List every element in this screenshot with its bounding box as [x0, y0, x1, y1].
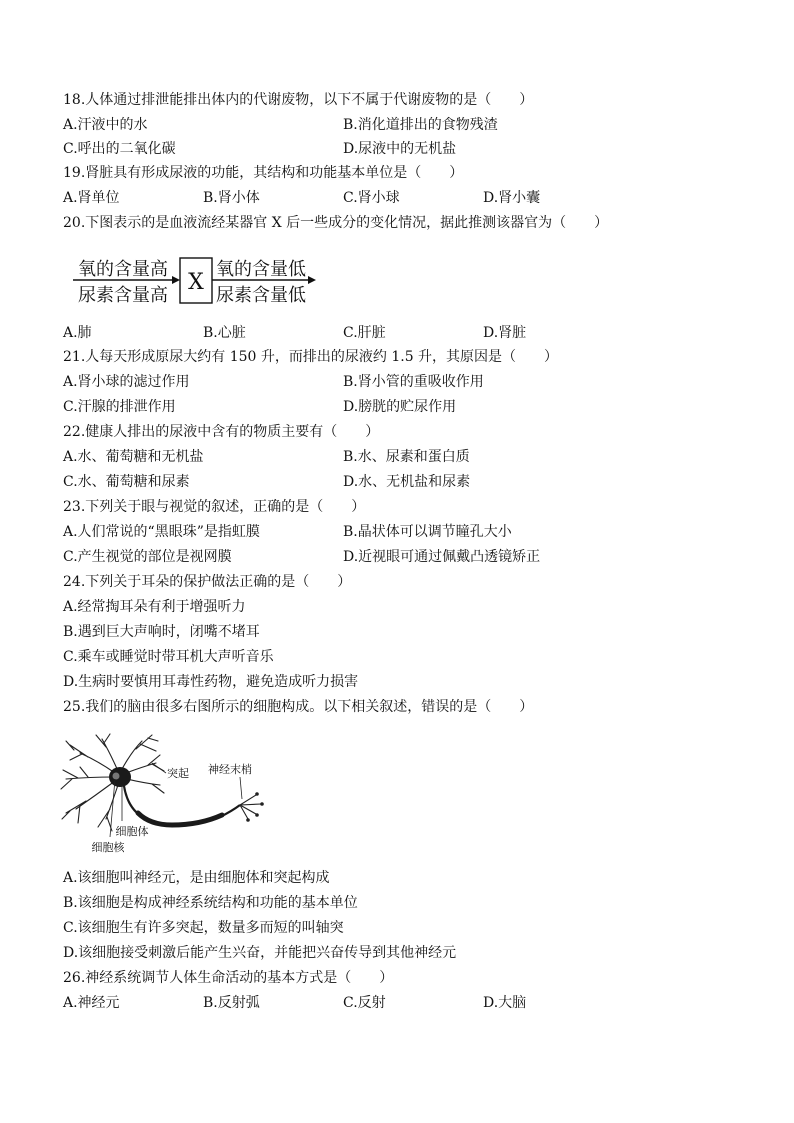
question-18-option-d: D.尿液中的无机盐 — [343, 141, 457, 157]
input-urea-label: 尿素含量高 — [78, 285, 168, 306]
question-26-options — [0, 993, 794, 1013]
question-25-option-c: C.该细胞生有许多突起，数量多而短的叫轴突 — [63, 920, 344, 936]
question-22-stem: 22.健康人排出的尿液中含有的物质主要有（ ） — [63, 424, 380, 440]
nucleus-label: 细胞核 — [91, 841, 125, 854]
terminal-knobs — [246, 792, 264, 822]
question-22-option-c: C.水、葡萄糖和尿素 — [63, 474, 190, 490]
question-19 — [0, 163, 794, 183]
question-18-options-row-2 — [0, 139, 794, 159]
question-24-option-b-row — [0, 622, 794, 642]
question-18-option-b: B.消化道排出的食物残渣 — [343, 117, 498, 133]
question-24-option-d-row — [0, 672, 794, 692]
output-oxygen-label: 氧的含量低 — [216, 259, 306, 280]
question-26-stem: 26.神经系统调节人体生命活动的基本方式是（ ） — [63, 970, 394, 986]
question-26 — [0, 968, 794, 988]
question-18-option-a: A.汗液中的水 — [63, 117, 148, 133]
question-22 — [0, 422, 794, 442]
question-19-stem: 19.肾脏具有形成尿液的功能，其结构和功能基本单位是（ ） — [63, 165, 464, 181]
question-21-option-a: A.肾小球的滤过作用 — [63, 374, 190, 390]
myelin-sheath-shape — [138, 813, 222, 825]
question-20-stem: 20.下图表示的是血液流经某器官 X 后一些成分的变化情况，据此推测该器官为（ ） — [63, 215, 609, 231]
question-18-options-row-1 — [0, 115, 794, 135]
question-25-option-d-row — [0, 943, 794, 963]
question-21-option-b: B.肾小管的重吸收作用 — [343, 374, 484, 390]
process-label: 突起 — [167, 767, 189, 780]
question-23-options-row-1 — [0, 522, 794, 542]
question-23-option-b: B.晶状体可以调节瞳孔大小 — [343, 524, 512, 540]
organ-x-label: X — [188, 270, 204, 295]
question-25 — [0, 697, 794, 717]
question-25-option-d: D.该细胞接受刺激后能产生兴奋，并能把兴奋传导到其他神经元 — [63, 945, 457, 961]
question-24 — [0, 572, 794, 592]
question-24-option-c: C.乘车或睡觉时带耳机大声听音乐 — [63, 649, 274, 665]
question-20 — [0, 213, 794, 233]
input-oxygen-label: 氧的含量高 — [78, 259, 168, 280]
question-23-option-d: D.近视眼可通过佩戴凸透镜矫正 — [343, 549, 541, 565]
question-24-stem: 24.下列关于耳朵的保护做法正确的是（ ） — [63, 574, 352, 590]
nucleus-shape — [113, 773, 120, 780]
question-25-stem: 25.我们的脑由很多右图所示的细胞构成。以下相关叙述，错误的是（ ） — [63, 699, 534, 715]
output-urea-label: 尿素含量低 — [216, 285, 306, 306]
question-20-option-c: C.肝脏 — [343, 325, 386, 341]
question-26-option-b: B.反射弧 — [203, 995, 260, 1011]
question-24-option-b: B.遇到巨大声响时，闭嘴不堵耳 — [63, 624, 260, 640]
question-20-option-a: A.肺 — [63, 325, 92, 341]
question-19-options — [0, 188, 794, 208]
question-24-option-d: D.生病时要慎用耳毒性药物，避免造成听力损害 — [63, 674, 359, 690]
question-24-option-a-row — [0, 597, 794, 617]
question-20-options — [0, 323, 794, 343]
question-24-option-a: A.经常掏耳朵有利于增强听力 — [63, 599, 246, 615]
question-21-options-row-1 — [0, 372, 794, 392]
question-18-option-c: C.呼出的二氧化碳 — [63, 141, 176, 157]
question-18 — [0, 90, 794, 110]
question-25-option-c-row — [0, 918, 794, 938]
question-20-option-b: B.心脏 — [203, 325, 246, 341]
question-22-option-d: D.水、无机盐和尿素 — [343, 474, 471, 490]
question-26-option-d: D.大脑 — [483, 995, 527, 1011]
organ-flow-diagram — [72, 252, 324, 310]
question-26-option-c: C.反射 — [343, 995, 386, 1011]
question-25-option-b-row — [0, 893, 794, 913]
question-23 — [0, 497, 794, 517]
question-18-stem: 18.人体通过排泄能排出体内的代谢废物，以下不属于代谢废物的是（ ） — [63, 92, 534, 108]
question-22-option-a: A.水、葡萄糖和无机盐 — [63, 449, 204, 465]
question-22-options-row-1 — [0, 447, 794, 467]
question-22-options-row-2 — [0, 472, 794, 492]
nerve-terminal-label: 神经末梢 — [208, 763, 252, 776]
question-21-options-row-2 — [0, 397, 794, 417]
question-23-options-row-2 — [0, 547, 794, 567]
cell-body-label: 细胞体 — [115, 825, 149, 838]
question-23-stem: 23.下列关于眼与视觉的叙述，正确的是（ ） — [63, 499, 366, 515]
question-24-option-c-row — [0, 647, 794, 667]
question-23-option-a: A.人们常说的“黑眼珠”是指虹膜 — [63, 524, 260, 540]
question-20-option-d: D.肾脏 — [483, 325, 527, 341]
question-19-option-c: C.肾小球 — [343, 190, 400, 206]
axon-shape — [124, 786, 240, 825]
question-25-option-a-row — [0, 868, 794, 888]
neuron-diagram — [60, 733, 275, 858]
question-19-option-d: D.肾小囊 — [483, 190, 541, 206]
question-26-option-a: A.神经元 — [63, 995, 120, 1011]
output-arrow-head — [308, 276, 316, 284]
question-21-option-d: D.膀胱的贮尿作用 — [343, 399, 457, 415]
input-arrow-head — [172, 276, 180, 284]
question-25-option-b: B.该细胞是构成神经系统结构和功能的基本单位 — [63, 895, 358, 911]
cell-body-shape — [109, 767, 131, 787]
question-19-option-a: A.肾单位 — [63, 190, 120, 206]
question-23-option-c: C.产生视觉的部位是视网膜 — [63, 549, 232, 565]
question-19-option-b: B.肾小体 — [203, 190, 260, 206]
question-21 — [0, 347, 794, 367]
question-21-stem: 21.人每天形成原尿大约有 150 升，而排出的尿液约 1.5 升，其原因是（ ） — [63, 349, 559, 365]
question-21-option-c: C.汗腺的排泄作用 — [63, 399, 176, 415]
question-25-option-a: A.该细胞叫神经元，是由细胞体和突起构成 — [63, 870, 330, 886]
question-22-option-b: B.水、尿素和蛋白质 — [343, 449, 470, 465]
